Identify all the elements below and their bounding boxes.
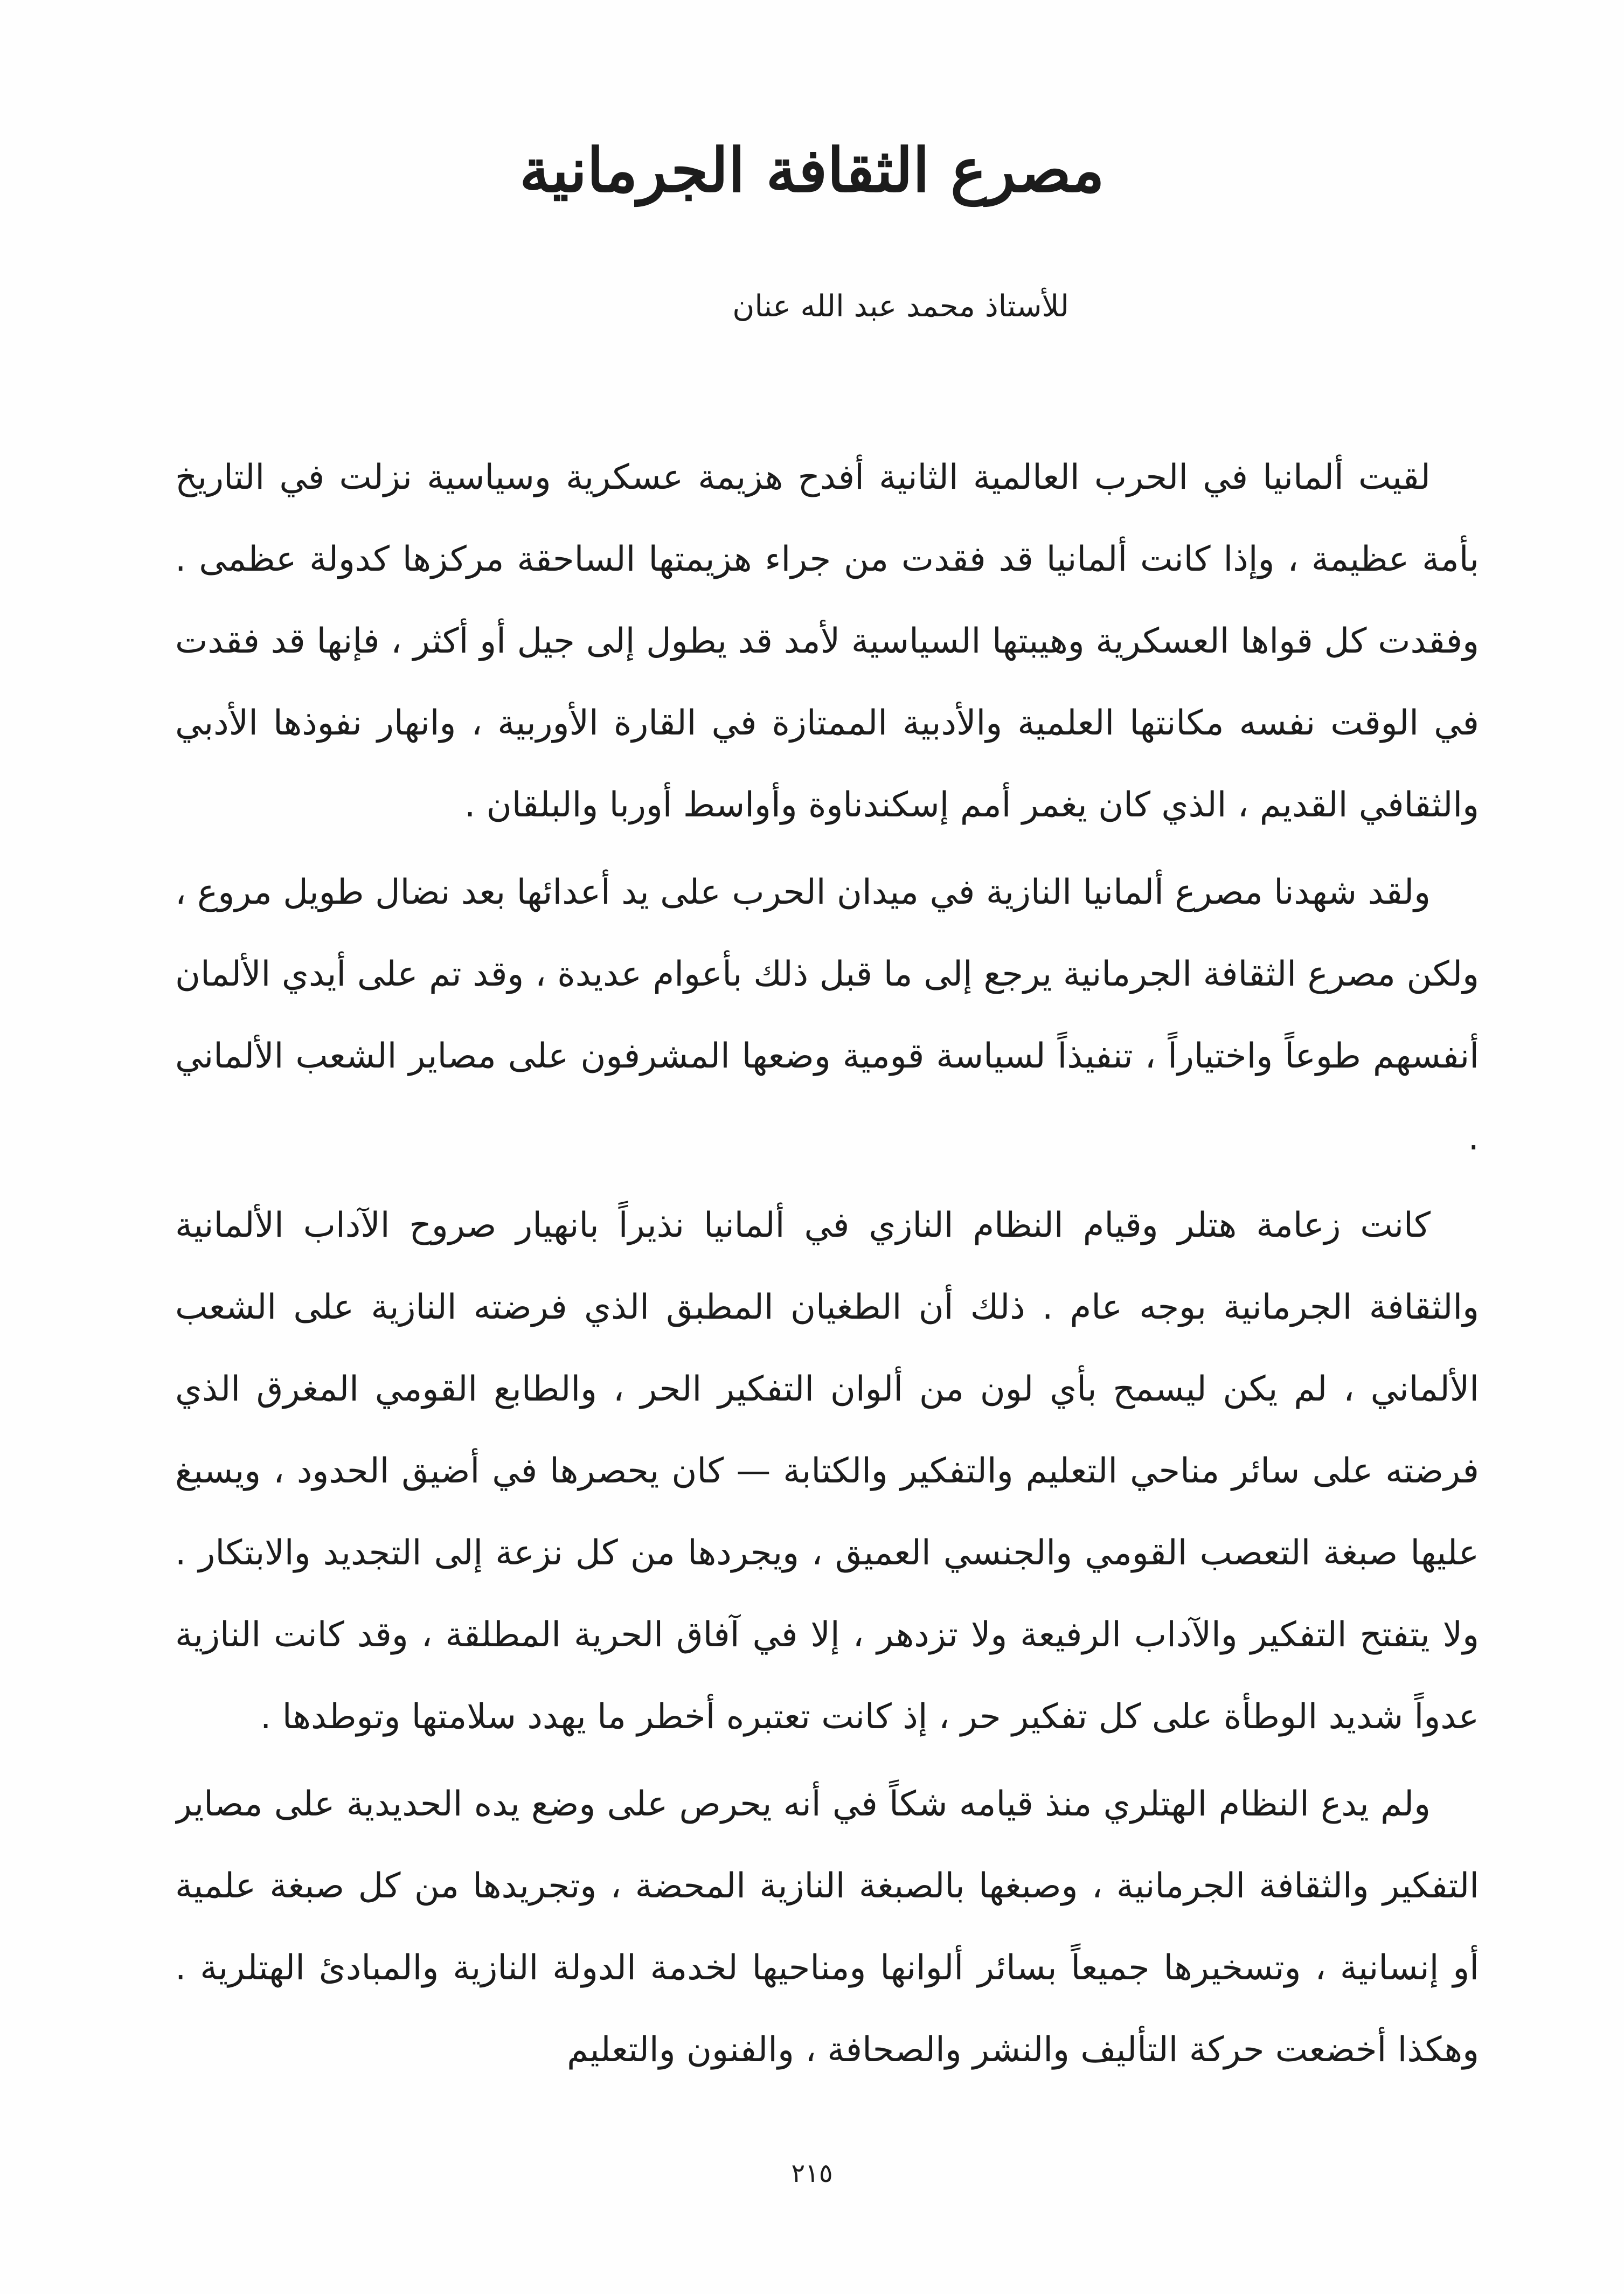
paragraph-3: كانت زعامة هتلر وقيام النظام النازي في ألمانيا نذيراً بانهيار صروح الآداب الألمانية والثقافة الجرمانية بوجه عام . ذلك أن الطغيان المطبق الذي فرضته النازية على الشعب الألماني ، لم يكن ليسمح بأي لون من ألوان التفكير الحر ، والطابع القومي المغرق الذي فرضته على سائر مناحي التعليم والتفكير والكتابة — كان يحصرها في أضيق الحدود ، ويسبغ عليها صبغة التعصب القومي والجنسي العميق ، ويجردها من كل نزعة إلى التجديد والابتكار . ولا يتفتح التفكير والآداب الرفيعة ولا تزدهر ، إلا في آفاق الحرية المطلقة ، وقد كانت النازية عدواً شديد الوطأة على كل تفكير حر ، إذ كانت تعتبره أخطر ما يهدد سلامتها وتوطدها . [175,1205,1479,1737]
page-number: ٢١٥ [791,2158,833,2188]
paragraph-1: لقيت ألمانيا في الحرب العالمية الثانية أفدح هزيمة عسكرية وسياسية نزلت في التاريخ بأمة عظيمة ، وإذا كانت ألمانيا قد فقدت من جراء هزيمتها الساحقة مركزها كدولة عظمى . وفقدت كل قواها العسكرية وهيبتها السياسية لأمد قد يطول إلى جيل أو أكثر ، فإنها قد فقدت في الوقت نفسه مكانتها العلمية والأدبية الممتازة في القارة الأوربية ، وانهار نفوذها الأدبي والثقافي القديم ، الذي كان يغمر أمم إسكندناوة وأواسط أوربا والبلقان . [175,458,1479,825]
article-body [175,436,1479,2118]
paragraph-4: ولم يدع النظام الهتلري منذ قيامه شكاً في أنه يحرص على وضع يده الحديدية على مصاير التفكير والثقافة الجرمانية ، وصبغها بالصبغة النازية المحضة ، وتجريدها من كل صبغة علمية أو إنسانية ، وتسخيرها جميعاً بسائر ألوانها ومناحيها لخدمة الدولة النازية والمبادئ الهتلرية . وهكذا أخضعت حركة التأليف والنشر والصحافة ، والفنون والتعليم [175,1784,1479,2070]
paragraph-2: ولقد شهدنا مصرع ألمانيا النازية في ميدان الحرب على يد أعدائها بعد نضال طويل مروع ، ولكن مصرع الثقافة الجرمانية يرجع إلى ما قبل ذلك بأعوام عديدة ، وقد تم على أيدي الألمان أنفسهم طوعاً واختياراً ، تنفيذاً لسياسة قومية وضعها المشرفون على مصاير الشعب الألماني . [175,872,1479,1158]
article-title: مصرع الثقافة الجرمانية [519,135,1105,206]
author-byline: للأستاذ محمد عبد الله عنان [732,289,1069,324]
